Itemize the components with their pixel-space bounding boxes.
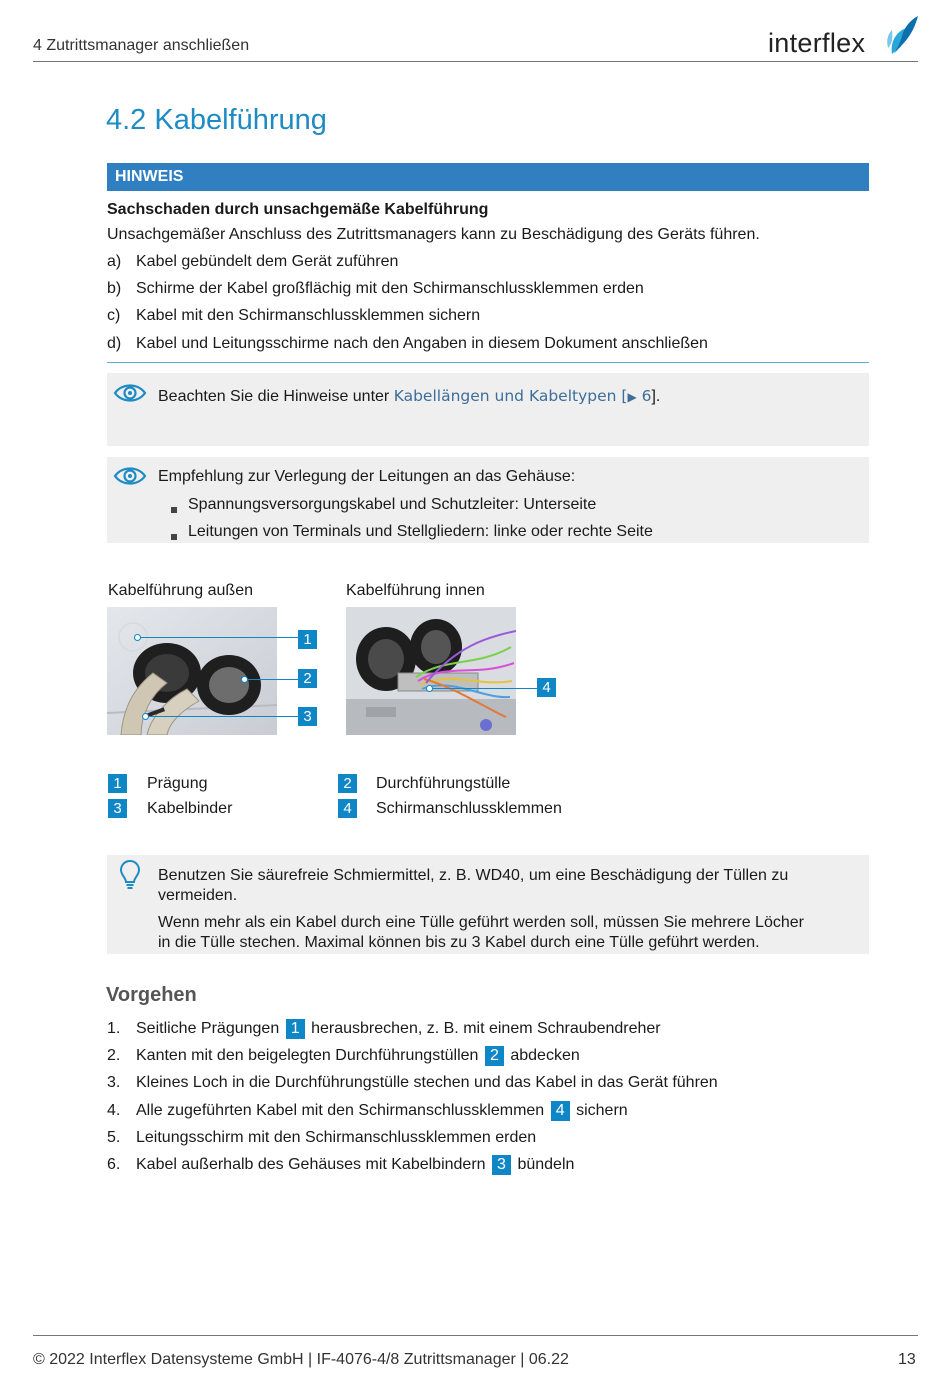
notice-item: Kabel mit den Schirmanschlussklemmen sichern	[136, 307, 481, 324]
step-badge: 2	[485, 1046, 504, 1066]
notice-item-marker: c)	[107, 307, 121, 324]
callout-dot-1	[134, 634, 141, 641]
legend-badge: 4	[338, 799, 357, 818]
cable-lengths-link[interactable]	[394, 387, 652, 405]
info-text	[158, 386, 660, 407]
notice-divider	[107, 362, 869, 363]
step-text	[136, 1019, 661, 1039]
info2-intro: Empfehlung zur Verlegung der Leitungen an das Gehäuse:	[158, 468, 576, 485]
procedure-title: Vorgehen	[106, 984, 197, 1006]
notice-label: HINWEIS	[107, 163, 869, 191]
callout-badge-2: 2	[298, 669, 317, 688]
step-text	[136, 1101, 628, 1121]
tip-line: Wenn mehr als ein Kabel durch eine Tülle geführt werden soll, müssen Sie mehrere Löcher	[158, 914, 804, 931]
link-text: Kabellängen und Kabeltypen [	[393, 387, 628, 405]
callout-dot-4	[426, 685, 433, 692]
step-number: 1.	[107, 1020, 121, 1037]
info-box-routing	[107, 457, 869, 543]
step-after: abdecken	[505, 1047, 580, 1064]
callout-line-2	[245, 679, 298, 680]
step-number: 5.	[107, 1129, 121, 1146]
callout-line-1	[138, 637, 298, 638]
step-text	[136, 1073, 718, 1093]
notice-item: Kabel und Leitungsschirme nach den Angaben in diesem Dokument anschließen	[136, 335, 708, 352]
logo-text: interflex	[768, 28, 866, 58]
header-rule	[33, 61, 918, 62]
step-after: herausbrechen, z. B. mit einem Schraubendreher	[306, 1020, 661, 1037]
eye-icon	[113, 465, 147, 487]
butterfly-logo-icon	[884, 14, 920, 58]
notice-item-marker: a)	[107, 253, 122, 270]
callout-dot-3	[142, 713, 149, 720]
footer-rule	[33, 1335, 918, 1336]
eye-icon	[113, 382, 147, 404]
notice-item-marker: d)	[107, 335, 122, 352]
interflex-logo	[768, 14, 918, 60]
step-badge: 1	[286, 1019, 305, 1039]
chapter-title: 4 Zutrittsmanager anschließen	[33, 37, 250, 54]
info-box-cable-lengths	[107, 373, 869, 446]
step-text	[136, 1155, 574, 1175]
step-before: Kanten mit den beigelegten Durchführungstüllen	[136, 1047, 483, 1064]
callout-badge-1: 1	[298, 630, 317, 649]
step-number: 6.	[107, 1156, 121, 1173]
step-after: sichern	[571, 1102, 628, 1119]
play-arrow-icon: ▶	[627, 390, 637, 404]
callout-line-3	[146, 716, 298, 717]
legend-label: Durchführungstülle	[376, 775, 511, 792]
info-prefix: Beachten Sie die Hinweise unter	[158, 388, 394, 405]
info-suffix: ].	[651, 388, 661, 405]
info2-bullet: Spannungsversorgungskabel und Schutzleiter: Unterseite	[188, 496, 597, 513]
step-badge: 4	[551, 1101, 570, 1121]
step-before: Kabel außerhalb des Gehäuses mit Kabelbindern	[136, 1156, 490, 1173]
info2-bullet: Leitungen von Terminals und Stellgliedern: linke oder rechte Seite	[188, 523, 653, 540]
link-page: 6	[641, 387, 652, 405]
step-before: Alle zugeführten Kabel mit den Schirmanschlussklemmen	[136, 1102, 549, 1119]
figure-caption-outside: Kabelführung außen	[108, 582, 253, 599]
notice-item: Schirme der Kabel großflächig mit den Schirmanschlussklemmen erden	[136, 280, 644, 297]
callout-dot-2	[241, 676, 248, 683]
legend-badge: 2	[338, 774, 357, 793]
tip-box	[107, 855, 869, 954]
legend-badge: 3	[108, 799, 127, 818]
legend-badge: 1	[108, 774, 127, 793]
page-number: 13	[898, 1351, 916, 1368]
section-title: 4.2 Kabelführung	[106, 104, 327, 136]
callout-line-4	[430, 688, 537, 689]
step-badge: 3	[492, 1155, 511, 1175]
bullet-square-icon	[171, 534, 177, 540]
figure-caption-inside: Kabelführung innen	[346, 582, 485, 599]
step-number: 4.	[107, 1102, 121, 1119]
legend-label: Prägung	[147, 775, 208, 792]
step-before: Leitungsschirm mit den Schirmanschlussklemmen erden	[136, 1129, 537, 1146]
lightbulb-icon	[119, 859, 141, 891]
step-number: 2.	[107, 1047, 121, 1064]
notice-heading: Sachschaden durch unsachgemäße Kabelführung	[107, 201, 489, 218]
notice-item: Kabel gebündelt dem Gerät zuführen	[136, 253, 399, 270]
footer-text: © 2022 Interflex Datensysteme GmbH | IF-4076-4/8 Zutrittsmanager | 06.22	[33, 1351, 569, 1368]
tip-line: vermeiden.	[158, 887, 238, 904]
step-text	[136, 1128, 536, 1148]
step-number: 3.	[107, 1074, 121, 1091]
bullet-square-icon	[171, 507, 177, 513]
callout-badge-3: 3	[298, 707, 317, 726]
notice-intro: Unsachgemäßer Anschluss des Zutrittsmanagers kann zu Beschädigung des Geräts führen.	[107, 226, 760, 243]
tip-line: Benutzen Sie säurefreie Schmiermittel, z. B. WD40, um eine Beschädigung der Tüllen zu	[158, 867, 789, 884]
legend-label: Schirmanschlussklemmen	[376, 800, 562, 817]
step-after: bündeln	[513, 1156, 575, 1173]
step-text	[136, 1046, 580, 1066]
legend-label: Kabelbinder	[147, 800, 233, 817]
step-before: Kleines Loch in die Durchführungstülle stechen und das Kabel in das Gerät führen	[136, 1074, 718, 1091]
callout-badge-4: 4	[537, 678, 556, 697]
cable-routing-inside-photo	[346, 607, 516, 735]
notice-item-marker: b)	[107, 280, 122, 297]
step-before: Seitliche Prägungen	[136, 1020, 284, 1037]
tip-line: in die Tülle stechen. Maximal können bis zu 3 Kabel durch eine Tülle geführt werden.	[158, 934, 760, 951]
